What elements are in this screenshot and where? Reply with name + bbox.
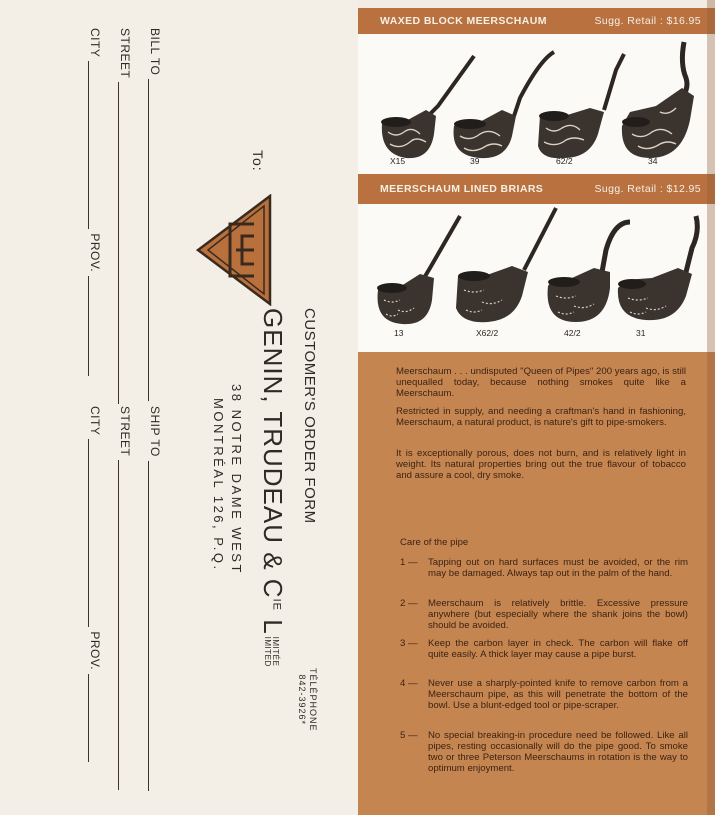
bill-prov-line	[88, 276, 98, 376]
telephone-number: 842-3926*	[297, 674, 307, 726]
address-line-2: MONTRÉAL 126, P.Q.	[211, 398, 226, 572]
order-form-title: CUSTOMER'S ORDER FORM	[301, 308, 318, 524]
care-item	[400, 678, 688, 711]
ship-prov-label: PROV.	[88, 631, 102, 671]
pipe-code: X62/2	[476, 328, 499, 338]
pipe-code: 39	[470, 156, 480, 166]
waxed-block-title: WAXED BLOCK MEERSCHAUM	[380, 15, 547, 27]
care-item	[400, 598, 688, 631]
info-paragraph-2: Restricted in supply, and needing a craftman's hand in fashioning, Meerschaum, a natural product, is nature's gift to pipe-smokers.	[396, 406, 686, 428]
ship-city-label: CITY	[88, 406, 102, 436]
info-paragraph-3: It is exceptionally porous, does not burn, and is relatively light in weight. Its natural properties bring out the true flavour of tobacco and assure a cool, dry smoke.	[396, 448, 686, 481]
ship-city-field[interactable]	[88, 406, 102, 762]
care-text: Tapping out on hard surfaces must be avoided, or the rim may be damaged. Always tap out in the palm of the hand.	[428, 557, 688, 579]
ship-to-field[interactable]	[148, 406, 162, 791]
waxed-block-band	[358, 8, 715, 34]
bill-city-field[interactable]	[88, 28, 102, 376]
care-num: 2 —	[400, 598, 418, 609]
pipe-code: 62/2	[556, 156, 573, 166]
bill-street-field[interactable]	[118, 28, 132, 404]
ship-street-field[interactable]	[118, 406, 132, 790]
care-num: 3 —	[400, 638, 418, 649]
ship-city-line	[88, 439, 98, 627]
bill-to-label: BILL TO	[148, 28, 162, 76]
catalogue-panel	[358, 0, 715, 815]
care-text: Never use a sharply-pointed knife to remove carbon from a Meerschaum pipe, as this will penetrate the bottom of the bowl. Use a blunt-edged tool or pipe-scraper.	[428, 678, 688, 711]
care-text: Meerschaum is relatively brittle. Excessive pressure anywhere (but especially where the shank joins the bowl) should be avoided.	[428, 598, 688, 631]
bill-to-line	[148, 79, 158, 401]
suffix-top: IMITÉE	[270, 636, 280, 667]
bill-prov-label: PROV.	[88, 233, 102, 273]
lined-briars-retail: Sugg. Retail : $12.95	[594, 183, 701, 195]
pipe-code: X15	[390, 156, 406, 166]
pipe-code: 34	[648, 156, 658, 166]
care-num: 1 —	[400, 557, 418, 568]
info-paragraph-1: Meerschaum . . . undisputed "Queen of Pipes" 200 years ago, is still unequalled today, because nothing smokes quite like a Meerschaum.	[396, 366, 686, 399]
waxed-block-pipes	[358, 34, 715, 174]
waxed-block-retail: Sugg. Retail : $16.95	[594, 15, 701, 27]
pipe-31-icon[interactable]	[616, 212, 712, 328]
ship-street-label: STREET	[118, 406, 132, 457]
lined-briars-band	[358, 174, 715, 204]
gtc-triangle-logo-icon	[196, 194, 276, 306]
ship-prov-line	[88, 674, 98, 762]
bill-to-field[interactable]	[148, 28, 162, 401]
suffix-bottom: IMITED	[262, 636, 272, 667]
company-name-text: GENIN, TRUDEAU & C	[258, 308, 288, 599]
page-edge-shadow	[707, 0, 715, 815]
bill-city-line	[88, 61, 98, 229]
care-text: Keep the carbon layer in check. The carbon will flake off quite easily. A thick layer may cause a pipe burst.	[428, 638, 688, 660]
bill-street-line	[118, 82, 128, 404]
lined-briars-pipes	[358, 204, 715, 352]
pipe-62-2-icon[interactable]	[534, 50, 634, 160]
pipe-code: 42/2	[564, 328, 581, 338]
meerschaum-info-panel	[358, 352, 715, 815]
pipe-34-icon[interactable]	[620, 38, 712, 162]
care-item	[400, 730, 688, 774]
bill-city-label: CITY	[88, 28, 102, 58]
pipe-code: 31	[636, 328, 646, 338]
ship-to-line	[148, 461, 158, 791]
company-name	[257, 308, 288, 667]
care-item	[400, 638, 688, 660]
care-num: 5 —	[400, 730, 418, 741]
to-label: To:	[250, 150, 266, 172]
bill-street-label: STREET	[118, 28, 132, 79]
care-text: No special breaking-in procedure need be followed. Like all pipes, resting occasionally will do the pipe good. To smoke two or three Peterson Meerschaums in rotation is the way to optimum enjoyment.	[428, 730, 688, 774]
care-title: Care of the pipe	[400, 537, 469, 548]
ship-to-label: SHIP TO	[148, 406, 162, 457]
telephone-label: TÉLÉPHONE	[308, 668, 318, 732]
company-suffix	[263, 637, 279, 667]
lined-briars-title: MEERSCHAUM LINED BRIARS	[380, 183, 544, 195]
address-line-1: 38 NOTRE DAME WEST	[229, 384, 244, 575]
company-sup: IE	[270, 598, 283, 611]
telephone-block	[296, 668, 318, 732]
care-num: 4 —	[400, 678, 418, 689]
pipe-code: 13	[394, 328, 404, 338]
company-suffix-word: L	[258, 619, 288, 635]
ship-street-line	[118, 460, 128, 790]
care-item	[400, 557, 688, 579]
